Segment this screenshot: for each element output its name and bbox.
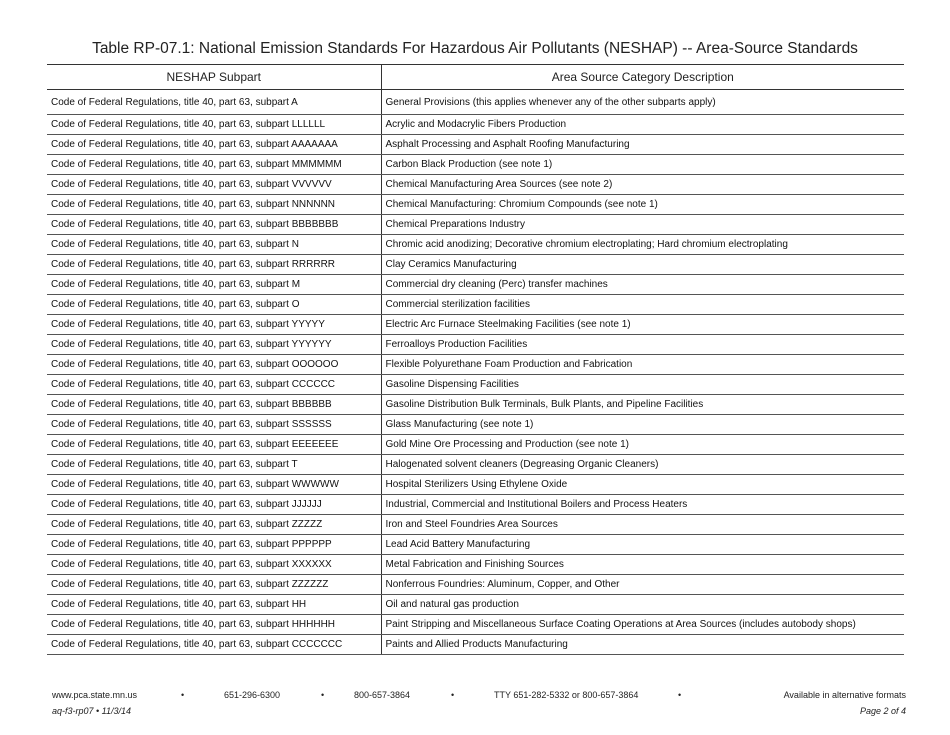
cell-subpart: Code of Federal Regulations, title 40, part 63, subpart SSSSSS bbox=[47, 415, 381, 435]
cell-description: Flexible Polyurethane Foam Production and Fabrication bbox=[381, 355, 904, 375]
cell-subpart: Code of Federal Regulations, title 40, part 63, subpart WWWWW bbox=[47, 475, 381, 495]
cell-subpart: Code of Federal Regulations, title 40, part 63, subpart NNNNNN bbox=[47, 195, 381, 215]
table-row bbox=[47, 415, 904, 435]
table-row bbox=[47, 555, 904, 575]
footer-bullet: • bbox=[678, 690, 682, 700]
cell-subpart: Code of Federal Regulations, title 40, part 63, subpart PPPPPP bbox=[47, 535, 381, 555]
cell-subpart: Code of Federal Regulations, title 40, part 63, subpart ZZZZZZ bbox=[47, 575, 381, 595]
table-row bbox=[47, 395, 904, 415]
table-row bbox=[47, 515, 904, 535]
cell-description: Paint Stripping and Miscellaneous Surface Coating Operations at Area Sources (includes autobody shops) bbox=[381, 615, 904, 635]
table-row bbox=[47, 155, 904, 175]
cell-subpart: Code of Federal Regulations, title 40, part 63, subpart VVVVVV bbox=[47, 175, 381, 195]
footer-phone-1: 651-296-6300 bbox=[224, 690, 281, 700]
cell-subpart: Code of Federal Regulations, title 40, part 63, subpart YYYYYY bbox=[47, 335, 381, 355]
cell-subpart: Code of Federal Regulations, title 40, part 63, subpart EEEEEEE bbox=[47, 435, 381, 455]
cell-description: Gasoline Distribution Bulk Terminals, Bulk Plants, and Pipeline Facilities bbox=[381, 395, 904, 415]
cell-subpart: Code of Federal Regulations, title 40, part 63, subpart A bbox=[47, 90, 381, 115]
cell-description: Lead Acid Battery Manufacturing bbox=[381, 535, 904, 555]
cell-subpart: Code of Federal Regulations, title 40, part 63, subpart HH bbox=[47, 595, 381, 615]
footer-contact bbox=[52, 690, 906, 702]
table-row bbox=[47, 335, 904, 355]
cell-subpart: Code of Federal Regulations, title 40, part 63, subpart LLLLLL bbox=[47, 115, 381, 135]
cell-subpart: Code of Federal Regulations, title 40, part 63, subpart YYYYY bbox=[47, 315, 381, 335]
footer-website[interactable]: www.pca.state.mn.us bbox=[52, 690, 138, 700]
cell-description: Asphalt Processing and Asphalt Roofing Manufacturing bbox=[381, 135, 904, 155]
cell-description: Iron and Steel Foundries Area Sources bbox=[381, 515, 904, 535]
cell-description: Carbon Black Production (see note 1) bbox=[381, 155, 904, 175]
table-row bbox=[47, 315, 904, 335]
page-number: Page 2 of 4 bbox=[859, 706, 906, 716]
table-row bbox=[47, 535, 904, 555]
cell-description: Nonferrous Foundries: Aluminum, Copper, and Other bbox=[381, 575, 904, 595]
table-row bbox=[47, 295, 904, 315]
cell-description: Electric Arc Furnace Steelmaking Facilities (see note 1) bbox=[381, 315, 904, 335]
cell-description: General Provisions (this applies whenever any of the other subparts apply) bbox=[381, 90, 904, 115]
cell-subpart: Code of Federal Regulations, title 40, part 63, subpart O bbox=[47, 295, 381, 315]
page-title: Table RP-07.1: National Emission Standards For Hazardous Air Pollutants (NESHAP) -- Area-Source Standards bbox=[92, 40, 858, 57]
cell-subpart: Code of Federal Regulations, title 40, part 63, subpart T bbox=[47, 455, 381, 475]
footer-tty: TTY 651-282-5332 or 800-657-3864 bbox=[494, 690, 639, 700]
cell-description: Oil and natural gas production bbox=[381, 595, 904, 615]
cell-description: Industrial, Commercial and Institutional Boilers and Process Heaters bbox=[381, 495, 904, 515]
table-row bbox=[47, 215, 904, 235]
cell-description: Clay Ceramics Manufacturing bbox=[381, 255, 904, 275]
table-row bbox=[47, 375, 904, 395]
cell-subpart: Code of Federal Regulations, title 40, part 63, subpart M bbox=[47, 275, 381, 295]
cell-subpart: Code of Federal Regulations, title 40, part 63, subpart ZZZZZ bbox=[47, 515, 381, 535]
table-row bbox=[47, 115, 904, 135]
table-row bbox=[47, 475, 904, 495]
footer-meta bbox=[52, 706, 906, 718]
table-row bbox=[47, 235, 904, 255]
cell-description: Glass Manufacturing (see note 1) bbox=[381, 415, 904, 435]
table-body bbox=[47, 90, 904, 655]
footer-bullet: • bbox=[321, 690, 325, 700]
cell-subpart: Code of Federal Regulations, title 40, part 63, subpart MMMMMM bbox=[47, 155, 381, 175]
table-row bbox=[47, 135, 904, 155]
form-id: aq-f3-rp07 • 11/3/14 bbox=[52, 706, 132, 716]
table-row bbox=[47, 615, 904, 635]
neshap-table bbox=[47, 64, 904, 655]
table-row bbox=[47, 355, 904, 375]
footer-alt-formats: Available in alternative formats bbox=[783, 690, 906, 700]
table-row bbox=[47, 175, 904, 195]
cell-description: Gasoline Dispensing Facilities bbox=[381, 375, 904, 395]
table-header-row bbox=[47, 65, 904, 90]
table-row bbox=[47, 435, 904, 455]
cell-description: Hospital Sterilizers Using Ethylene Oxide bbox=[381, 475, 904, 495]
table-row bbox=[47, 455, 904, 475]
cell-description: Ferroalloys Production Facilities bbox=[381, 335, 904, 355]
cell-description: Commercial dry cleaning (Perc) transfer machines bbox=[381, 275, 904, 295]
cell-description: Halogenated solvent cleaners (Degreasing Organic Cleaners) bbox=[381, 455, 904, 475]
cell-description: Metal Fabrication and Finishing Sources bbox=[381, 555, 904, 575]
table-row bbox=[47, 90, 904, 115]
cell-description: Chromic acid anodizing; Decorative chromium electroplating; Hard chromium electroplating bbox=[381, 235, 904, 255]
cell-subpart: Code of Federal Regulations, title 40, part 63, subpart N bbox=[47, 235, 381, 255]
table-row bbox=[47, 575, 904, 595]
table-row bbox=[47, 495, 904, 515]
cell-description: Commercial sterilization facilities bbox=[381, 295, 904, 315]
column-header-description: Area Source Category Description bbox=[381, 65, 904, 90]
table-row bbox=[47, 635, 904, 655]
table-row bbox=[47, 275, 904, 295]
cell-subpart: Code of Federal Regulations, title 40, part 63, subpart JJJJJJ bbox=[47, 495, 381, 515]
cell-subpart: Code of Federal Regulations, title 40, part 63, subpart CCCCCC bbox=[47, 375, 381, 395]
cell-description: Acrylic and Modacrylic Fibers Production bbox=[381, 115, 904, 135]
table-row bbox=[47, 595, 904, 615]
column-header-subpart: NESHAP Subpart bbox=[47, 65, 381, 90]
cell-subpart: Code of Federal Regulations, title 40, part 63, subpart HHHHHH bbox=[47, 615, 381, 635]
footer-phone-2: 800-657-3864 bbox=[354, 690, 411, 700]
cell-subpart: Code of Federal Regulations, title 40, part 63, subpart BBBBBB bbox=[47, 395, 381, 415]
cell-description: Chemical Preparations Industry bbox=[381, 215, 904, 235]
cell-description: Chemical Manufacturing Area Sources (see note 2) bbox=[381, 175, 904, 195]
footer-bullet: • bbox=[181, 690, 185, 700]
table-row bbox=[47, 255, 904, 275]
cell-subpart: Code of Federal Regulations, title 40, part 63, subpart XXXXXX bbox=[47, 555, 381, 575]
cell-subpart: Code of Federal Regulations, title 40, part 63, subpart AAAAAAA bbox=[47, 135, 381, 155]
cell-description: Chemical Manufacturing: Chromium Compounds (see note 1) bbox=[381, 195, 904, 215]
cell-subpart: Code of Federal Regulations, title 40, part 63, subpart OOOOOO bbox=[47, 355, 381, 375]
cell-subpart: Code of Federal Regulations, title 40, part 63, subpart BBBBBBB bbox=[47, 215, 381, 235]
footer-bullet: • bbox=[451, 690, 455, 700]
cell-description: Paints and Allied Products Manufacturing bbox=[381, 635, 904, 655]
cell-subpart: Code of Federal Regulations, title 40, part 63, subpart CCCCCCC bbox=[47, 635, 381, 655]
cell-subpart: Code of Federal Regulations, title 40, part 63, subpart RRRRRR bbox=[47, 255, 381, 275]
cell-description: Gold Mine Ore Processing and Production (see note 1) bbox=[381, 435, 904, 455]
table-row bbox=[47, 195, 904, 215]
